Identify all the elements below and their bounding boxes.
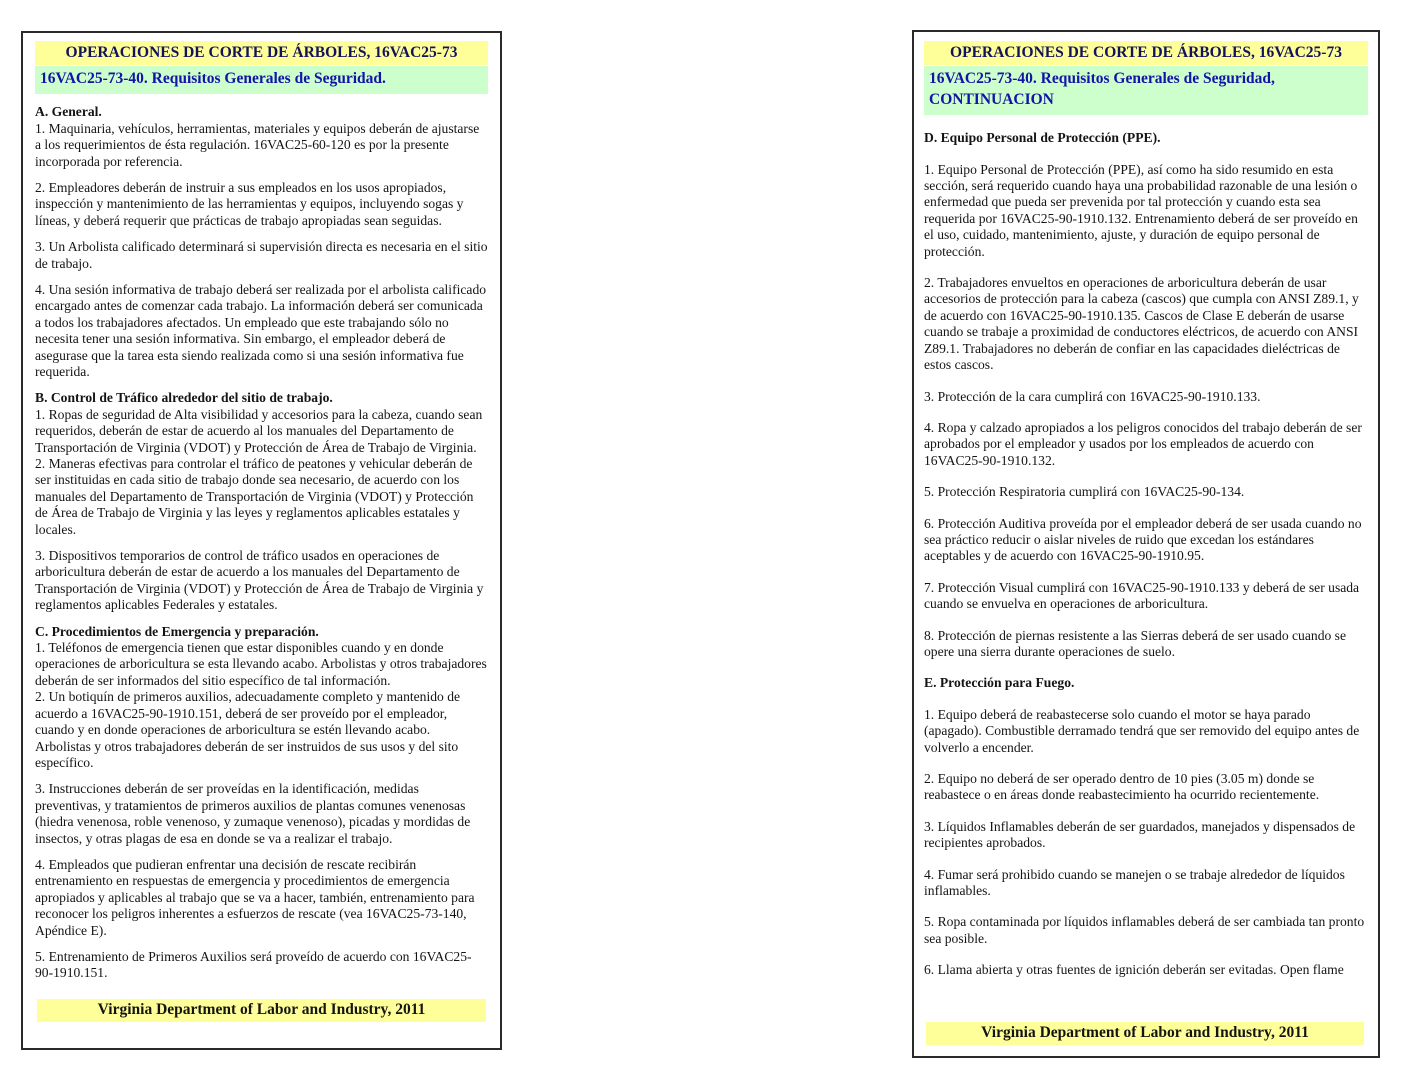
paragraph: 6. Llama abierta y otras fuentes de ignición deberán ser evitadas. Open flame — [924, 962, 1344, 978]
section-heading: A. General. — [35, 104, 102, 120]
paragraph: 2. Maneras efectivas para controlar el tráfico de peatones y vehicular deberán de ser instituidas en cada sitio de trabajo donde sea necesario, de acuerdo con los manuales del Departamento de Transportación de Virginia (VDOT) y Protección de Área de Trabajo de Virginia y las leyes y reglamentos aplicables estatales y locales. — [35, 456, 474, 537]
paragraph: 6. Protección Auditiva proveída por el empleador deberá de ser usada cuando no sea práctico reducir o aislar niveles de ruido que excedan los estándares aceptables y de acuerdo con 16VAC25-90-1910.95. — [924, 515, 1362, 564]
right-page — [912, 30, 1380, 1058]
paragraph: 3. Dispositivos temporarios de control de tráfico usados en operaciones de arboricultura deberán de estar de acuerdo a los manuales del Departamento de Transportación de Virginia (VDOT) y Protección de Área de Trabajo de Virginia y reglamentos aplicables Federales y estatales. — [35, 548, 484, 613]
page-body — [924, 130, 1368, 978]
section-heading: C. Procedimientos de Emergencia y preparación. — [35, 623, 319, 639]
section-heading: E. Protección para Fuego. — [924, 675, 1075, 691]
paragraph: 4. Ropa y calzado apropiados a los peligros conocidos del trabajo deberán de ser aprobados por el empleador y usados por los empleados de acuerdo con 16VAC25-90-1910.132. — [924, 419, 1362, 468]
section-heading: D. Equipo Personal de Protección (PPE). — [924, 130, 1161, 146]
paragraph: 5. Protección Respiratoria cumplirá con 16VAC25-90-134. — [924, 484, 1245, 500]
page-footer: Virginia Department of Labor and Industry, 2011 — [926, 1022, 1364, 1045]
paragraph: 2. Equipo no deberá de ser operado dentro de 10 pies (3.05 m) donde se reabastece o en áreas donde reabastecimiento ha ocurrido recientemente. — [924, 771, 1320, 803]
paragraph: 3. Un Arbolista calificado determinará si supervisión directa es necesaria en el sitio de trabajo. — [35, 239, 488, 271]
section-heading: B. Control de Tráfico alrededor del sitio de trabajo. — [35, 390, 333, 406]
paragraph: 1. Equipo Personal de Protección (PPE), así como ha sido resumido en esta sección, será requerido cuando haya una probabilidad razonable de una lesión o enfermedad que pueda ser prevenida por tal protección y cuando esta sea requerida por 16VAC25-90-1910.132. Entrenamiento deberá de ser proveído en el uso, cuidado, mantenimiento, ajuste, y duración de equipo personal de protección. — [924, 161, 1358, 259]
paragraph: 1. Teléfonos de emergencia tienen que estar disponibles cuando y en donde operaciones de arboricultura se esta llevando acabo. Arbolistas y otros trabajadores deberán de ser informados del sitio específico de tal información. — [35, 640, 487, 688]
paragraph: 3. Líquidos Inflamables deberán de ser guardados, manejados y dispensados de recipientes aprobados. — [924, 818, 1356, 851]
subheader-line: 16VAC25-73-40. Requisitos Generales de Seguridad, — [929, 70, 1275, 88]
paragraph: 1. Equipo deberá de reabastecerse solo cuando el motor se haya parado (apagado). Combustible derramado tendrá que ser removido del equipo antes de volverlo a encender. — [924, 706, 1360, 755]
paragraph: 1. Maquinaria, vehículos, herramientas, materiales y equipos deberán de ajustarse a los requerimientos de ésta regulación. 16VAC25-60-120 es por la presente incorporada por referencia. — [35, 120, 480, 169]
page-title: OPERACIONES DE CORTE DE ÁRBOLES, 16VAC25-73 — [35, 41, 488, 65]
paragraph: 4. Fumar será prohibido cuando se manejen o se trabaje alrededor de líquidos inflamables. — [924, 866, 1345, 899]
paragraph: 4. Una sesión informativa de trabajo deberá ser realizada por el arbolista calificado encargado antes de comenzar cada trabajo. La información deberá ser comunicada a todos los trabajadores afectados. Un empleado que este trabajando sólo no necesita tener una sesión informativa. Sin embargo, el empleador deberá de asegurase que la tarea esta siendo realizada como si una sesión informativa fue requerida. — [35, 281, 487, 379]
paragraph: 4. Empleados que pudieran enfrentar una decisión de rescate recibirán entrenamiento en respuestas de emergencia y procedimientos de emergencia apropiados y aplicables al trabajo que se va a hacer, también, entrenamiento para reconocer los peligros inherentes a esfuerzos de rescate (vea 16VAC25-73-140, Apéndice E). — [35, 856, 475, 938]
page-title: OPERACIONES DE CORTE DE ÁRBOLES, 16VAC25-73 — [924, 41, 1368, 65]
paragraph: 2. Empleadores deberán de instruir a sus empleados en los usos apropiados, inspección y mantenimiento de las herramientas y equipos, incluyendo sogas y líneas, y deberá requerir que prácticas de trabajo apropiadas sean seguidas. — [35, 179, 464, 228]
paragraph: 3. Protección de la cara cumplirá con 16VAC25-90-1910.133. — [924, 388, 1261, 404]
paragraph: 7. Protección Visual cumplirá con 16VAC25-90-1910.133 y deberá de ser usada cuando se envuelva en operaciones de arboricultura. — [924, 579, 1360, 612]
paragraph: 5. Ropa contaminada por líquidos inflamables deberá de ser cambiada tan pronto sea posible. — [924, 914, 1365, 946]
page-footer: Virginia Department of Labor and Industry, 2011 — [37, 999, 486, 1022]
paragraph: 5. Entrenamiento de Primeros Auxilios será proveído de acuerdo con 16VAC25-90-1910.151. — [35, 948, 472, 981]
section-subheader — [35, 66, 488, 94]
paragraph: 2. Trabajadores envueltos en operaciones de arboricultura deberán de usar accesorios de protección para la cabeza (cascos) que cumpla con ANSI Z89.1, y de acuerdo con 16VAC25-90-1910.135. Cascos de Clase E deberán de usarse cuando se trabaje a proximidad de conductores eléctricos, de acuerdo con ANSI Z89.1. Trabajadores no deberán de confiar en las capacidades dieléctricas de estos cascos. — [924, 275, 1359, 373]
subheader-line: CONTINUACION — [929, 91, 1054, 109]
paragraph: 3. Instrucciones deberán de ser proveídas en la identificación, medidas preventivas, y tratamientos de primeros auxilios de plantas comunes venenosas (hiedra venenosa, roble venenoso, y zumaque venenoso), picadas y mordidas de insectos, y otras plagas de esa en donde se va a realizar el trabajo. — [35, 781, 471, 846]
subheader-line: 16VAC25-73-40. Requisitos Generales de Seguridad. — [40, 70, 386, 88]
section-subheader — [924, 66, 1368, 115]
paragraph: 1. Ropas de seguridad de Alta visibilidad y accesorios para la cabeza, cuando sean requeridos, deberán de estar de acuerdo al los manuales del Departamento de Transportación de Virginia (VDOT) y Protección de Área de Trabajo de Virginia. — [35, 406, 483, 455]
page-body — [35, 104, 488, 982]
paragraph: 8. Protección de piernas resistente a las Sierras deberá de ser usado cuando se opere una sierra durante operaciones de suelo. — [924, 627, 1347, 659]
left-page — [21, 31, 502, 1050]
paragraph: 2. Un botiquín de primeros auxilios, adecuadamente completo y mantenido de acuerdo a 16VAC25-90-1910.151, deberá de ser proveído por el empleador, cuando y en donde operaciones de arboricultura se estén llevando acabo. Arbolistas y otros trabajadores deberán de ser instruidos de sus usos y del sito específico. — [35, 689, 461, 770]
